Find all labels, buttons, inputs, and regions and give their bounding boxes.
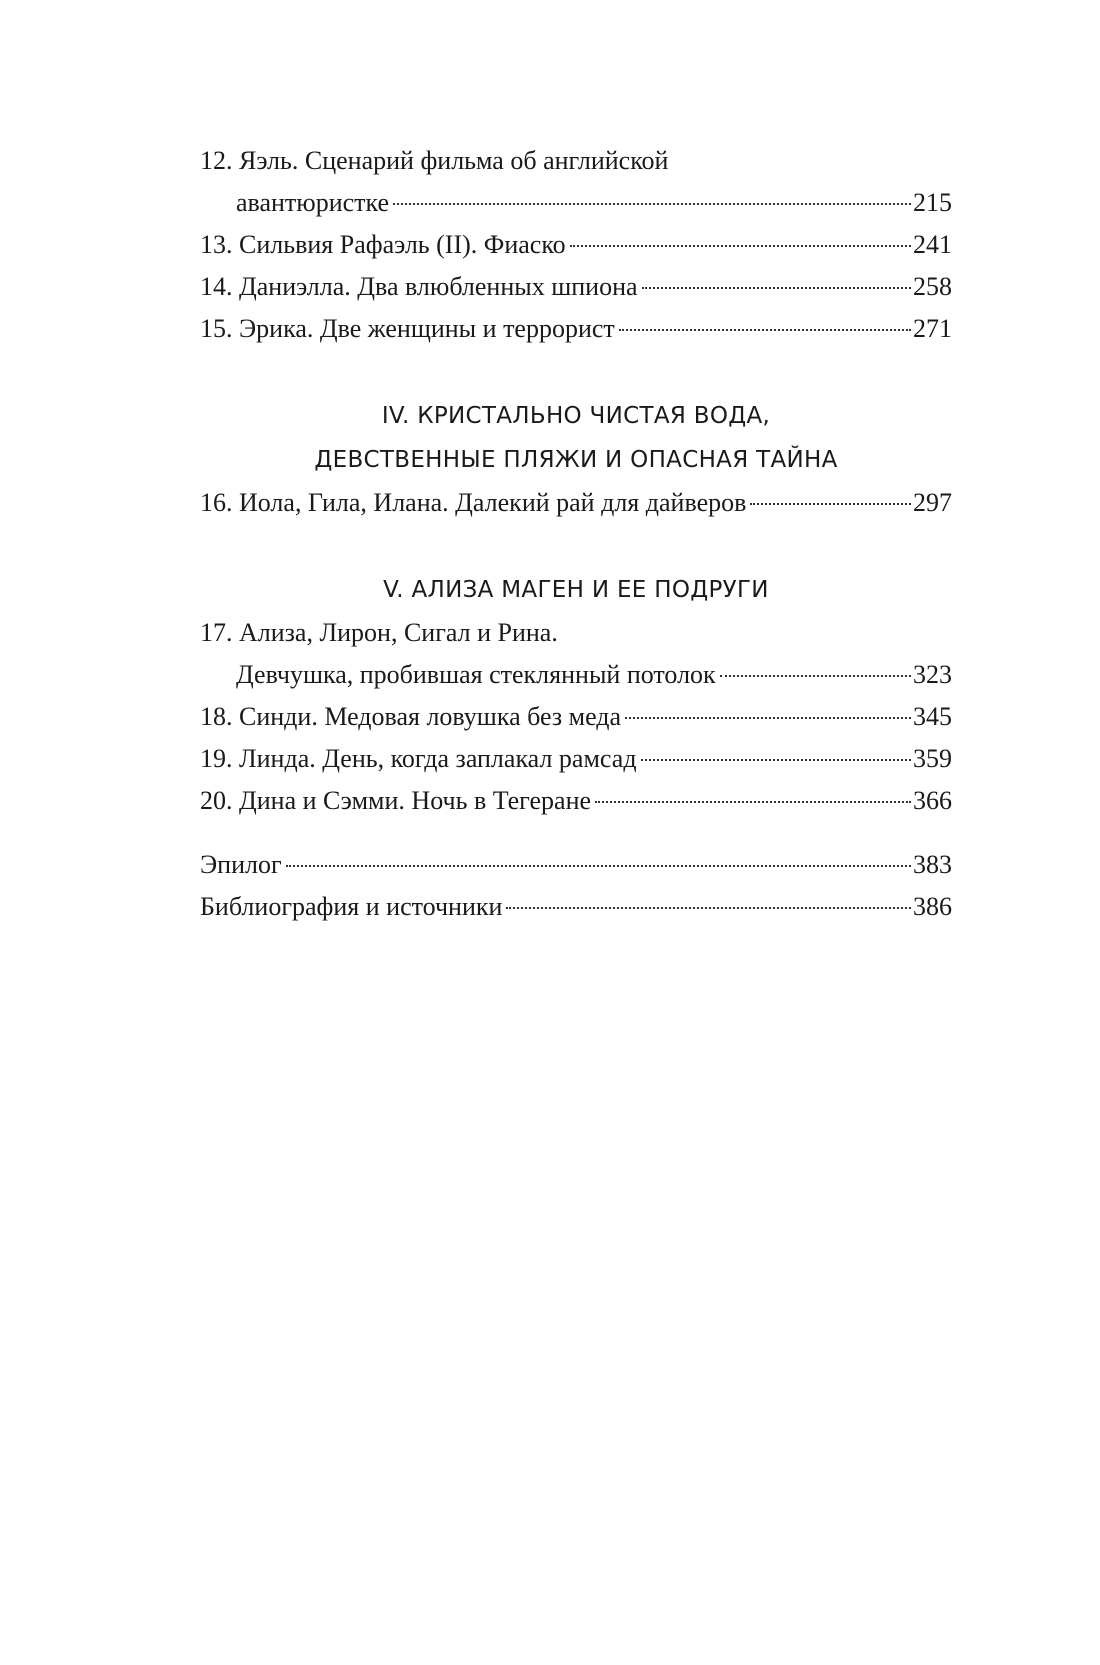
toc-entry-17 [200,612,952,696]
toc-entry-epilogue [200,844,952,886]
toc-page-number: 215 [913,188,952,217]
toc-entry-title: Эпилог [200,850,282,879]
toc-page-number: 323 [913,660,952,689]
dot-leader [641,759,911,761]
dot-leader [619,329,911,331]
dot-leader [393,203,911,205]
toc-entry-title: 16. Иола, Гила, Илана. Далекий рай для дайверов [200,488,747,517]
toc-entry-title-line: 12. Яэль. Сценарий фильма об английской [200,146,669,175]
dot-leader [720,675,911,677]
toc-page-number: 345 [913,702,952,731]
toc-page-number: 271 [913,314,952,343]
toc-entry-title: 14. Даниэлла. Два влюбленных шпиона [200,272,638,301]
dot-leader [595,801,911,803]
dot-leader [625,717,911,719]
dot-leader [570,245,911,247]
toc-entry-15 [200,308,952,350]
toc-page-number: 366 [913,786,952,815]
toc-entry-bibliography [200,886,952,928]
toc-entry-title-line: 17. Ализа, Лирон, Сигал и Рина. [200,618,558,647]
toc-page-number: 258 [913,272,952,301]
toc-entry-title: 18. Синди. Медовая ловушка без меда [200,702,622,731]
toc-page-number: 297 [913,488,952,517]
toc-page-number: 383 [913,850,952,879]
toc-entry-12 [200,140,952,224]
toc-entry-19 [200,738,952,780]
section-heading: V. АЛИЗА МАГЕН И ЕЕ ПОДРУГИ [383,577,769,603]
toc-entry-13 [200,224,952,266]
toc-entry-14 [200,266,952,308]
toc-entry-20 [200,780,952,822]
dot-leader [286,865,911,867]
toc-entry-title: 19. Линда. День, когда заплакал рамсад [200,744,637,773]
dot-leader [506,907,911,909]
section-heading: ДЕВСТВЕННЫЕ ПЛЯЖИ И ОПАСНАЯ ТАЙНА [314,447,838,473]
toc-entry-title: Библиография и источники [200,892,503,921]
toc-entry-title-line: авантюристке [236,188,390,217]
toc-page-number: 241 [913,230,952,259]
toc-entry-title: 20. Дина и Сэмми. Ночь в Тегеране [200,786,592,815]
toc-entry-title: 15. Эрика. Две женщины и террорист [200,314,615,343]
toc-entry-16 [200,482,952,524]
toc-entry-18 [200,696,952,738]
toc-page-number: 359 [913,744,952,773]
toc-entry-title-line: Девчушка, пробившая стеклянный потолок [236,660,716,689]
dot-leader [750,503,911,505]
toc-page-number: 386 [913,892,952,921]
dot-leader [642,287,911,289]
section-heading: IV. КРИСТАЛЬНО ЧИСТАЯ ВОДА, [381,403,771,429]
toc-entry-title: 13. Сильвия Рафаэль (II). Фиаско [200,230,566,259]
table-of-contents [200,140,952,928]
